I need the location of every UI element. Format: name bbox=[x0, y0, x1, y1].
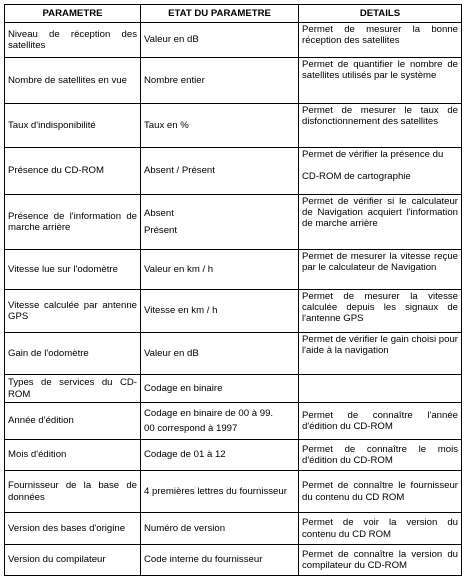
parametre-cell: Gain de l'odomètre bbox=[5, 333, 141, 375]
parametre-cell: Version du compilateur bbox=[5, 545, 141, 576]
parametre-cell: Fournisseur de la base de données bbox=[5, 471, 141, 513]
etat-cell bbox=[141, 148, 299, 195]
parameter-table bbox=[4, 4, 462, 576]
details-line: Permet de connaître le fournisseur du contenu du CD ROM bbox=[302, 480, 458, 503]
table-row bbox=[5, 250, 462, 290]
details-cell bbox=[299, 440, 462, 471]
parametre-cell: Types de services du CD-ROM bbox=[5, 375, 141, 403]
details-cell bbox=[299, 148, 462, 195]
etat-line: Codage en binaire de 00 à 99. bbox=[144, 407, 274, 419]
table-row bbox=[5, 23, 462, 58]
etat-line: Nombre entier bbox=[144, 74, 205, 86]
table-row bbox=[5, 440, 462, 471]
etat-line: Absent bbox=[144, 208, 174, 220]
details-cell bbox=[299, 195, 462, 250]
table-row bbox=[5, 333, 462, 375]
etat-cell bbox=[141, 545, 299, 576]
details-line: Permet de vérifier si le calculateur de Navigation acquiert l'information de marche arrière bbox=[302, 196, 458, 230]
etat-line: Valeur en km / h bbox=[144, 263, 214, 275]
details-cell bbox=[299, 471, 462, 513]
etat-cell bbox=[141, 333, 299, 375]
etat-line: Numéro de version bbox=[144, 522, 226, 534]
details-cell bbox=[299, 545, 462, 576]
details-line: Permet de connaître l'année d'édition du CD-ROM bbox=[302, 409, 458, 432]
etat-cell bbox=[141, 195, 299, 250]
parametre-cell: Version des bases d'origine bbox=[5, 513, 141, 545]
parametre-cell: Mois d'édition bbox=[5, 440, 141, 471]
details-line: Permet de mesurer la vitesse calculée depuis les signaux de l'antenne GPS bbox=[302, 291, 458, 325]
parametre-cell: Nombre de satellites en vue bbox=[5, 58, 141, 104]
details-line: Permet de mesurer la bonne réception des satellites bbox=[302, 24, 458, 47]
table-row bbox=[5, 545, 462, 576]
etat-line: Codage de 01 à 12 bbox=[144, 449, 226, 461]
etat-line: Présent bbox=[144, 224, 178, 236]
parametre-cell: Présence de l'information de marche arrière bbox=[5, 195, 141, 250]
table-row bbox=[5, 195, 462, 250]
table-row bbox=[5, 513, 462, 545]
table-row bbox=[5, 471, 462, 513]
etat-cell bbox=[141, 250, 299, 290]
table-row bbox=[5, 58, 462, 104]
details-line: Permet de voir la version du contenu du CD ROM bbox=[302, 517, 458, 540]
parametre-cell: Vitesse lue sur l'odomètre bbox=[5, 250, 141, 290]
etat-line: 4 premières lettres du fournisseur bbox=[144, 485, 287, 497]
details-line: Permet de quantifier le nombre de satellites utilisés par le système bbox=[302, 59, 458, 82]
etat-line: Vitesse en km / h bbox=[144, 305, 218, 317]
details-cell bbox=[299, 375, 462, 403]
etat-line: Valeur en dB bbox=[144, 34, 199, 46]
details-cell bbox=[299, 333, 462, 375]
table-row bbox=[5, 104, 462, 148]
header-etat: ETAT DU PARAMETRE bbox=[141, 5, 299, 23]
etat-cell bbox=[141, 471, 299, 513]
details-line: Permet de mesurer le taux de disfonctionnement des satellites bbox=[302, 105, 458, 128]
etat-line: Taux en % bbox=[144, 119, 189, 131]
etat-cell bbox=[141, 58, 299, 104]
details-line: Permet de connaître la version du compilateur du CD-ROM bbox=[302, 548, 458, 571]
parametre-cell: Présence du CD-ROM bbox=[5, 148, 141, 195]
etat-cell bbox=[141, 290, 299, 333]
table-header-row bbox=[5, 5, 462, 23]
etat-cell bbox=[141, 440, 299, 471]
details-line: CD-ROM de cartographie bbox=[302, 171, 411, 183]
etat-line: Valeur en dB bbox=[144, 347, 199, 359]
details-line: Permet de vérifier la présence du bbox=[302, 149, 444, 160]
etat-line: 00 correspond à 1997 bbox=[144, 423, 238, 434]
details-cell bbox=[299, 403, 462, 440]
etat-cell bbox=[141, 513, 299, 545]
details-line: Permet de connaître le mois d'édition du CD-ROM bbox=[302, 443, 458, 466]
details-cell bbox=[299, 250, 462, 290]
details-cell bbox=[299, 23, 462, 58]
table-row bbox=[5, 148, 462, 195]
etat-line: Codage en binaire bbox=[144, 382, 223, 394]
table-row bbox=[5, 403, 462, 440]
table-row bbox=[5, 290, 462, 333]
etat-cell bbox=[141, 403, 299, 440]
details-cell bbox=[299, 513, 462, 545]
etat-cell bbox=[141, 375, 299, 403]
parametre-cell: Niveau de réception des satellites bbox=[5, 23, 141, 58]
parameter-table-container bbox=[4, 4, 462, 576]
header-details: DETAILS bbox=[299, 5, 462, 23]
etat-line: Absent / Présent bbox=[144, 165, 215, 177]
etat-cell bbox=[141, 104, 299, 148]
etat-cell bbox=[141, 23, 299, 58]
details-cell bbox=[299, 104, 462, 148]
details-cell bbox=[299, 290, 462, 333]
details-line: Permet de vérifier le gain choisi pour l'aide à la navigation bbox=[302, 334, 458, 357]
parametre-cell: Année d'édition bbox=[5, 403, 141, 440]
header-parametre: PARAMETRE bbox=[5, 5, 141, 23]
parametre-cell: Vitesse calculée par antenne GPS bbox=[5, 290, 141, 333]
parametre-cell: Taux d'indisponibilité bbox=[5, 104, 141, 148]
details-line: Permet de mesurer la vitesse reçue par le calculateur de Navigation bbox=[302, 251, 458, 274]
table-row bbox=[5, 375, 462, 403]
details-cell bbox=[299, 58, 462, 104]
etat-line: Code interne du fournisseur bbox=[144, 554, 263, 566]
